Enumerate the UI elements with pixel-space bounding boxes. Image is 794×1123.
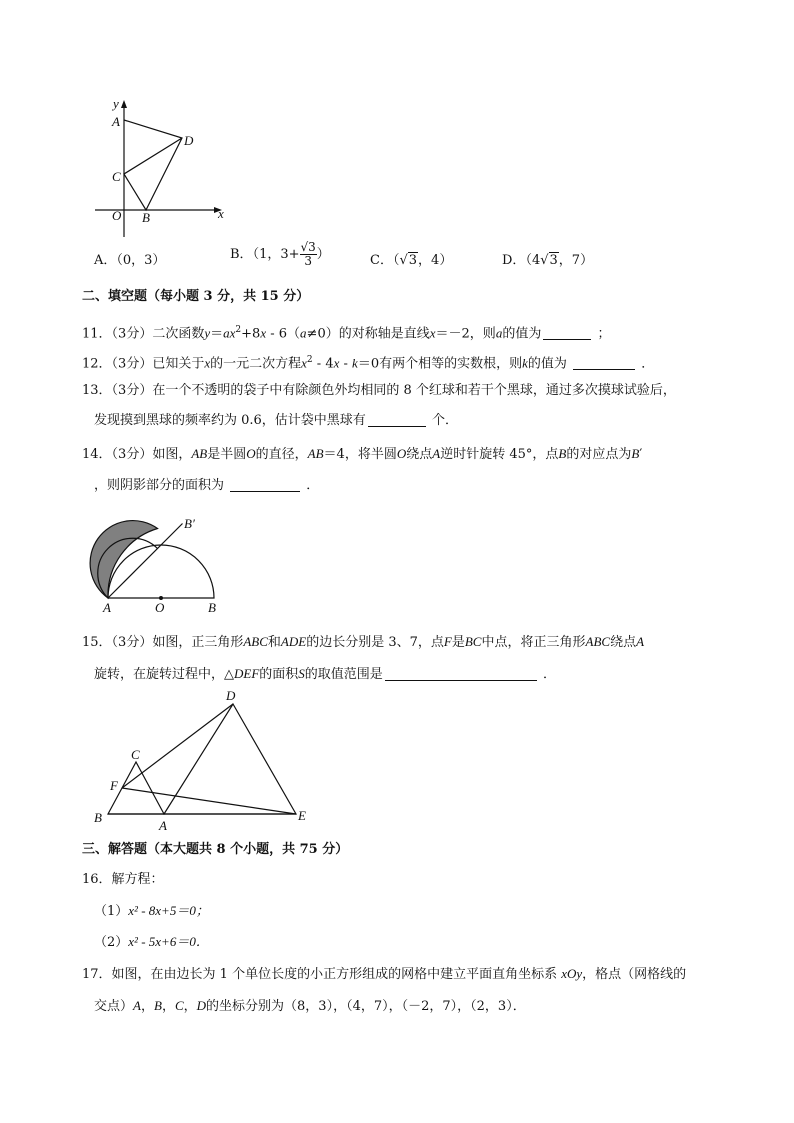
label-D: D [184,133,194,148]
figure-q14-semicircle [88,508,238,618]
question-17-cont: 交点）A，B，C，D的坐标分别为（8，3），（4，7），（－2，7），（2，3）． [94,998,526,1014]
label-O: O [155,600,165,615]
question-16-part-2: （2）x² - 5x+6＝0． [94,934,209,950]
question-13-cont: 发现摸到黑球的频率约为 0.6，估计袋中黑球有 个． [94,413,458,428]
label-B-prime: B′ [184,516,195,531]
question-14-cont: ，则阴影部分的面积为 ． [94,478,320,493]
answer-blank-12[interactable] [573,355,635,370]
label-E: E [298,808,306,823]
label-y: y [113,96,119,111]
option-c: C．（√3，4） [370,253,453,268]
question-12: 12．（3分）已知关于x的一元二次方程$x^2 - 4x - k=0$有两个相等的实数根，则k的值为 ． [82,355,655,372]
question-17: 17．如图，在由边长为 1 个单位长度的小正方形组成的网格中建立平面直角坐标系 xOy，格点（网格线的 [82,966,687,982]
label-x: x [218,206,224,221]
question-15-cont: 旋转，在旋转过程中，△DEF的面积S的取值范围是 ． [94,666,556,682]
question-14: 14．（3分）如图，AB是半圆O的直径，AB＝4，将半圆O绕点A逆时针旋转 45°，点B的对应点为B′ [82,446,643,462]
section-2-title: 二、填空题（每小题 3 分，共 15 分） [82,289,310,304]
label-D: D [226,688,236,703]
question-13: 13．（3分）在一个不透明的袋子中有除颜色外均相同的 8 个红球和若干个黑球，通过多次摸球试验后， [82,383,676,398]
option-d: D．（4√3，7） [502,253,594,268]
answer-blank-11[interactable] [543,325,591,340]
question-16: 16．解方程： [82,872,164,887]
label-C: C [131,747,140,762]
section-3-title: 三、解答题（本大题共 8 个小题，共 75 分） [82,842,349,857]
answer-blank-13[interactable] [368,412,426,427]
label-B: B [208,600,216,615]
label-O: O [112,208,122,223]
figure-q15-triangles [88,684,318,834]
question-16-part-1: （1）x² - 8x+5＝0； [94,903,209,919]
label-B: B [142,210,150,225]
question-11: 11．（3分）二次函数$y=ax^2+8x - 6(a\ne 0)$的对称轴是直线x＝－2，则a的值为 ； [82,325,611,342]
option-a: A．（0，3） [94,253,166,268]
fraction: $\frac{√3}{3}$ [300,240,316,268]
figure-q10-coordinate [88,92,238,242]
label-C: C [112,169,121,184]
label-B: B [94,810,102,825]
label-A: A [112,114,120,129]
label-F: F [110,778,118,793]
answer-blank-15[interactable] [385,666,537,681]
answer-blank-14[interactable] [230,477,300,492]
label-A: A [103,600,111,615]
label-A: A [159,818,167,833]
option-b: B．（1，3+ $\frac{√3}{3}$ ） [230,240,330,268]
question-15: 15．（3分）如图，正三角形ABC和ADE的边长分别是 3、7，点F是BC中点，将正三角形ABC绕点A [82,634,645,650]
